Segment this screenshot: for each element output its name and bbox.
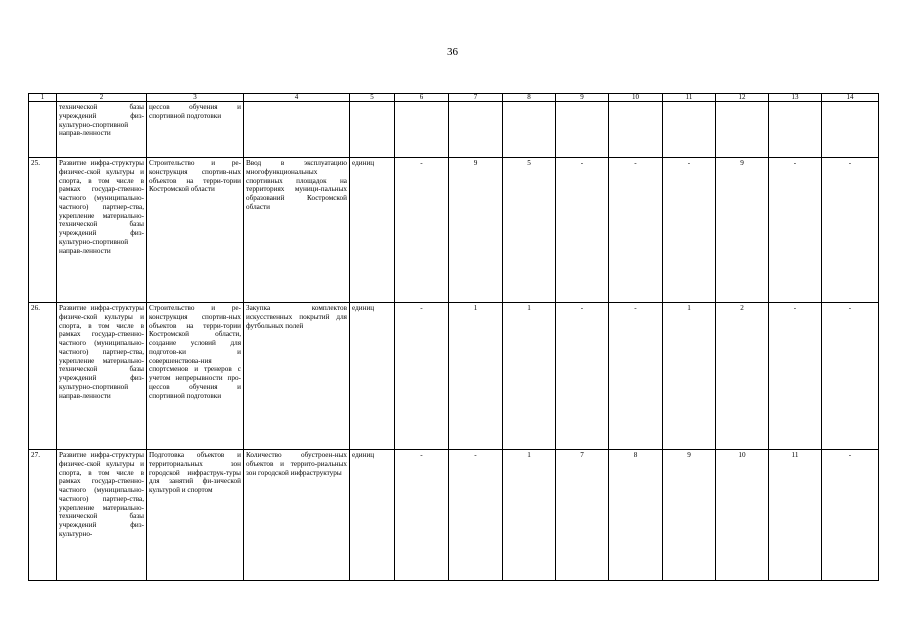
value-cell: [769, 102, 822, 158]
header-row: [29, 94, 879, 102]
header-cell: 6: [395, 94, 449, 102]
value-cell: 11: [769, 450, 822, 581]
unit-cell: [350, 102, 395, 158]
header-cell: 13: [769, 94, 822, 102]
value-cell: -: [556, 158, 609, 303]
header-cell: 14: [822, 94, 879, 102]
value-cell: -: [822, 303, 879, 450]
header-cell: 8: [503, 94, 556, 102]
direction-cell: Развитие инфра-структуры физиче-ской культуры и спорта, в том числе в рамках государ-ственно-частного (муниципально-частного) партнер-ства, укрепление материально-технической базы учреждений физ-культурно-спортивной направ-ленности: [57, 303, 147, 450]
table-row: [29, 158, 879, 303]
row-number-cell: 27.: [29, 450, 57, 581]
table-row: [29, 450, 879, 581]
indicators-table: [28, 93, 879, 581]
value-cell: [503, 102, 556, 158]
unit-cell: единиц: [350, 303, 395, 450]
row-number-cell: 26.: [29, 303, 57, 450]
value-cell: 1: [663, 303, 716, 450]
value-cell: 1: [503, 450, 556, 581]
indicator-cell: Ввод в эксплуатацию многофункциональных спортивных площадок на территориях муници-пальных образований Костромской области: [244, 158, 350, 303]
indicator-cell: Количество обустроен-ных объектов и террито-риальных зон городской инфраструктуры: [244, 450, 350, 581]
value-cell: [716, 102, 769, 158]
header-cell: 11: [663, 94, 716, 102]
indicator-cell: Закупка комплектов искусственных покрытий для футбольных полей: [244, 303, 350, 450]
value-cell: [449, 102, 503, 158]
value-cell: -: [609, 303, 663, 450]
header-cell: 7: [449, 94, 503, 102]
value-cell: [822, 102, 879, 158]
value-cell: -: [609, 158, 663, 303]
value-cell: -: [395, 158, 449, 303]
direction-cell: Развитие инфра-структуры физичес-ской культуры и спорта, в том числе в рамках государ-ственно-частного (муниципально-частного) партнер-ства, укрепление материально-технической базы учреждений физ-культурно-спортивной направ-ленности: [57, 158, 147, 303]
header-cell: 5: [350, 94, 395, 102]
page-number: 36: [447, 46, 458, 58]
measure-cell: цессов обучения и спортивной подготовки: [147, 102, 244, 158]
value-cell: -: [663, 158, 716, 303]
value-cell: -: [449, 450, 503, 581]
value-cell: [395, 102, 449, 158]
row-number-cell: [29, 102, 57, 158]
value-cell: 1: [449, 303, 503, 450]
value-cell: [609, 102, 663, 158]
value-cell: -: [769, 158, 822, 303]
value-cell: -: [395, 303, 449, 450]
unit-cell: единиц: [350, 450, 395, 581]
header-cell: 3: [147, 94, 244, 102]
header-cell: 4: [244, 94, 350, 102]
header-cell: 2: [57, 94, 147, 102]
measure-cell: Подготовка объектов и территориальных зон городской инфраструк-туры для занятий фи-зической культурой и спортом: [147, 450, 244, 581]
value-cell: 2: [716, 303, 769, 450]
value-cell: -: [822, 450, 879, 581]
direction-cell: технической базы учреждений физ-культурно-спортивной направ-ленности: [57, 102, 147, 158]
header-cell: 12: [716, 94, 769, 102]
value-cell: 1: [503, 303, 556, 450]
measure-cell: Строительство и ре-конструкция спортив-ных объектов на терри-тории Костромской области, создание условий для подготов-ки и совершенствова-ния спортсменов и тренеров с учетом непрерывности про-цессов обучения и спортивной подготовки: [147, 303, 244, 450]
value-cell: [556, 102, 609, 158]
row-number-cell: 25.: [29, 158, 57, 303]
value-cell: 10: [716, 450, 769, 581]
measure-cell: Строительство и ре-конструкция спортив-ных объектов на терри-тории Костромской области: [147, 158, 244, 303]
header-cell: 9: [556, 94, 609, 102]
value-cell: 8: [609, 450, 663, 581]
table-row: [29, 102, 879, 158]
direction-cell: Развитие инфра-структуры физичес-ской культуры и спорта, в том числе в рамках государ-ственно-частного (муниципально-частного) партнер-ства, укрепление материально-технической базы учреждений физ-культурно-: [57, 450, 147, 581]
header-cell: 10: [609, 94, 663, 102]
value-cell: 7: [556, 450, 609, 581]
value-cell: -: [556, 303, 609, 450]
value-cell: 9: [663, 450, 716, 581]
value-cell: -: [395, 450, 449, 581]
value-cell: -: [769, 303, 822, 450]
indicator-cell: [244, 102, 350, 158]
value-cell: [663, 102, 716, 158]
value-cell: -: [822, 158, 879, 303]
value-cell: 9: [449, 158, 503, 303]
value-cell: 9: [716, 158, 769, 303]
table-row: [29, 303, 879, 450]
value-cell: 5: [503, 158, 556, 303]
header-cell: 1: [29, 94, 57, 102]
unit-cell: единиц: [350, 158, 395, 303]
